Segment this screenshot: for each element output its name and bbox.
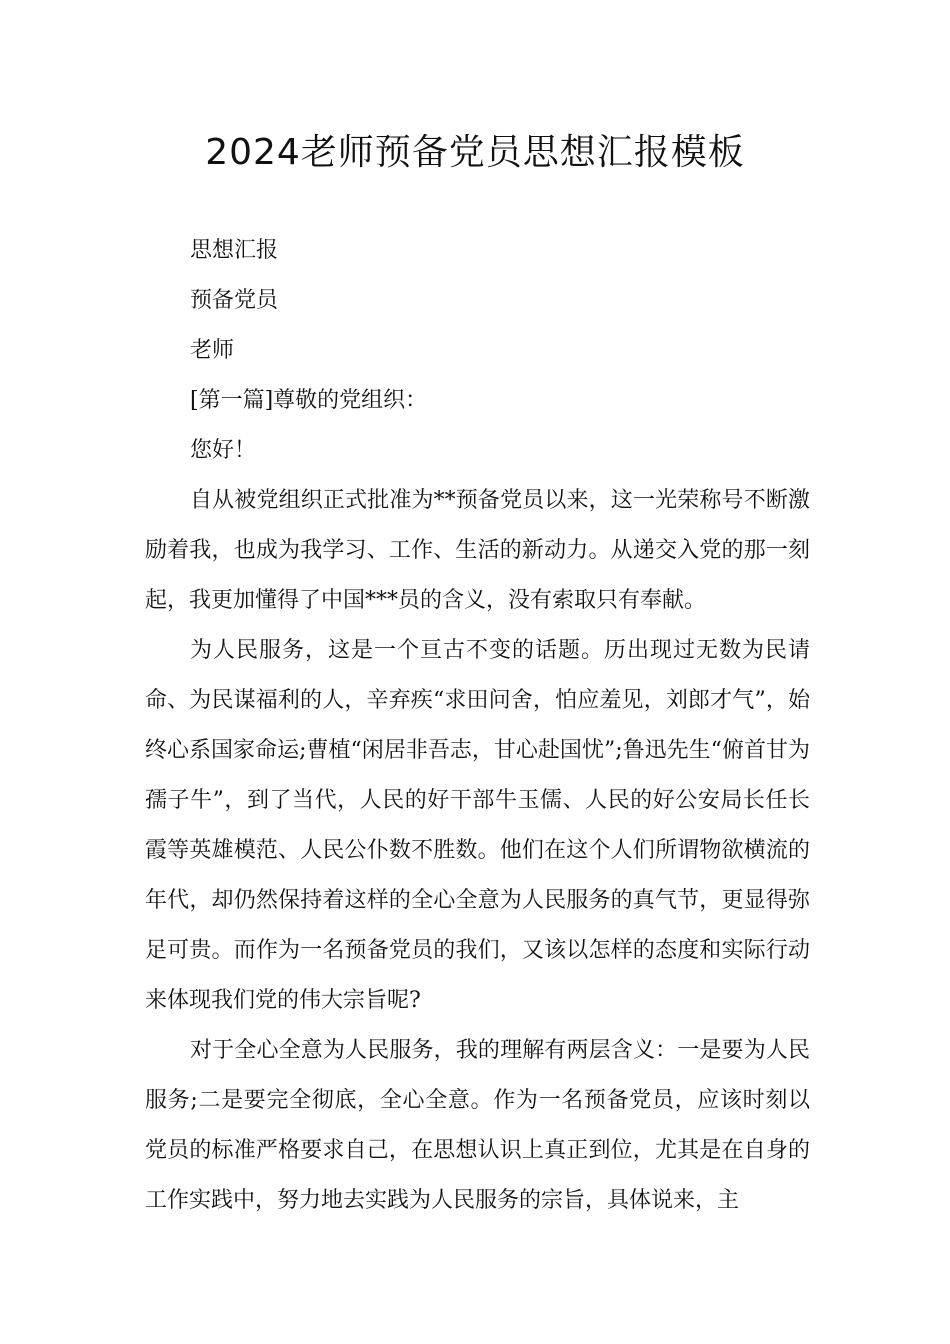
salutation: [第一篇]尊敬的党组织： (190, 388, 428, 413)
meta-line-report-type: 思想汇报 (190, 238, 279, 263)
body-paragraph-1: 自从被党组织正式批准为**预备党员以来，这一光荣称号不断激励着我，也成为我学习、工作、生活的新动力。从递交入党的那一刻起，我更加懂得了中国***员的含义，没有索取只有奉献。 (145, 488, 810, 613)
meta-line-occupation: 老师 (190, 338, 235, 363)
meta-line-member-type: 预备党员 (190, 288, 279, 313)
body-paragraph-2: 为人民服务，这是一个亘古不变的话题。历出现过无数为民请命、为民谋福利的人，辛弃疾“求田问舍，怕应羞见，刘郎才气”，始终心系国家命运;曹植“闲居非吾志，甘心赴国忧”;鲁迅先生“俯首甘为孺子牛”，到了当代，人民的好干部牛玉儒、人民的好公安局长任长霞等英雄模范、人民公仆数不胜数。他们在这个人们所谓物欲横流的年代，却仍然保持着这样的全心全意为人民服务的真气节，更显得弥足可贵。而作为一名预备党员的我们，又该以怎样的态度和实际行动来体现我们党的伟大宗旨呢? (145, 638, 810, 1013)
body-paragraph-3: 对于全心全意为人民服务，我的理解有两层含义：一是要为人民服务;二是要完全彻底，全心全意。作为一名预备党员，应该时刻以党员的标准严格要求自己，在思想认识上真正到位，尤其是在自身的工作实践中，努力地去实践为人民服务的宗旨，具体说来，主 (145, 1038, 810, 1213)
greeting: 您好！ (190, 438, 257, 463)
document-body (145, 226, 810, 1226)
document-title: 2024老师预备党员思想汇报模板 (205, 132, 745, 173)
